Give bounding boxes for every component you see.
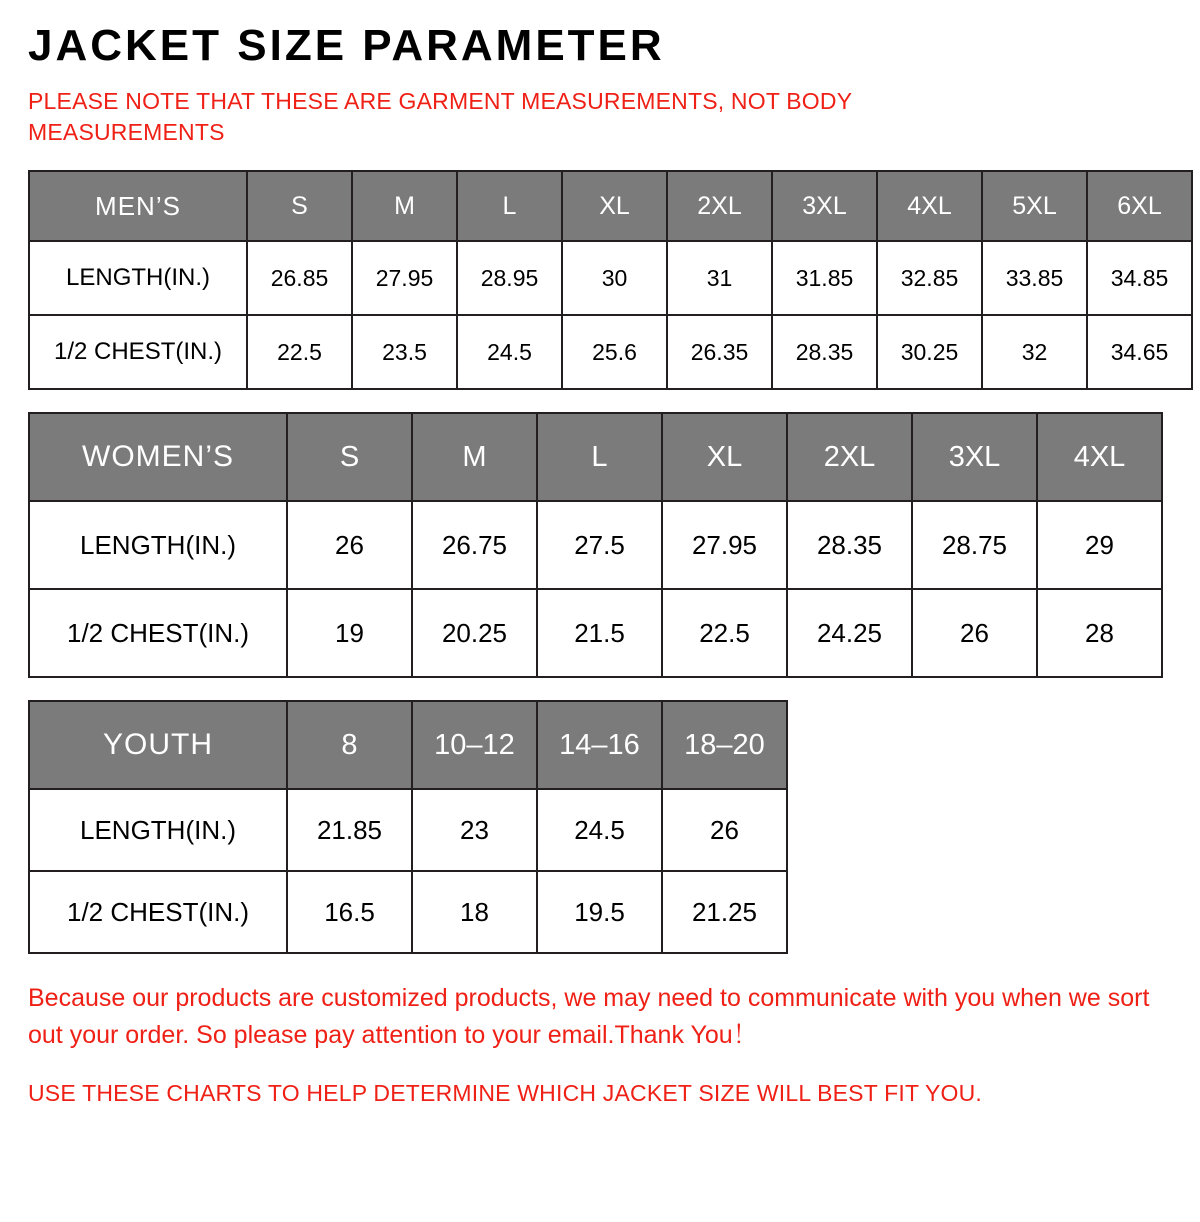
mens-length-m: 27.95 (352, 241, 457, 315)
womens-table-header (29, 413, 1162, 501)
womens-length-2xl: 28.35 (787, 501, 912, 589)
mens-chest-6xl: 34.65 (1087, 315, 1192, 389)
youth-length-10-12: 23 (412, 789, 537, 871)
womens-length-l: 27.5 (537, 501, 662, 589)
womens-chest-s: 19 (287, 589, 412, 677)
customization-note: Because our products are customized products, we may need to communicate with you when we sort out your order. So please pay attention to your email.Thank You！ (28, 984, 1150, 1049)
mens-size-header-6xl: 6XL (1087, 171, 1192, 241)
womens-chest-3xl: 26 (912, 589, 1037, 677)
footer-notes (28, 980, 1172, 1110)
womens-chest-l: 21.5 (537, 589, 662, 677)
youth-length-8: 21.85 (287, 789, 412, 871)
mens-length-6xl: 34.85 (1087, 241, 1192, 315)
mens-length-3xl: 31.85 (772, 241, 877, 315)
table-row (29, 589, 1162, 677)
table-row (29, 241, 1192, 315)
mens-size-header-4xl: 4XL (877, 171, 982, 241)
mens-size-header-2xl: 2XL (667, 171, 772, 241)
mens-chest-2xl: 26.35 (667, 315, 772, 389)
youth-length-14-16: 24.5 (537, 789, 662, 871)
youth-table-body (29, 789, 787, 953)
chart-usage-note: USE THESE CHARTS TO HELP DETERMINE WHICH JACKET SIZE WILL BEST FIT YOU. (28, 1079, 982, 1106)
womens-length-4xl: 29 (1037, 501, 1162, 589)
youth-size-table (28, 700, 788, 954)
womens-size-header-l: L (537, 413, 662, 501)
table-row (29, 871, 787, 953)
mens-size-header-3xl: 3XL (772, 171, 877, 241)
mens-chest-s: 22.5 (247, 315, 352, 389)
youth-size-header-14-16: 14–16 (537, 701, 662, 789)
womens-size-header-s: S (287, 413, 412, 501)
youth-size-header-8: 8 (287, 701, 412, 789)
youth-chest-18-20: 21.25 (662, 871, 787, 953)
womens-chest-m: 20.25 (412, 589, 537, 677)
mens-size-header-l: L (457, 171, 562, 241)
youth-chest-label: 1/2 CHEST(IN.) (29, 871, 287, 953)
womens-table-body (29, 501, 1162, 677)
table-row (29, 315, 1192, 389)
mens-size-header-xl: XL (562, 171, 667, 241)
mens-chest-l: 24.5 (457, 315, 562, 389)
table-header-row (29, 701, 787, 789)
table-header-row (29, 171, 1192, 241)
mens-table-body (29, 241, 1192, 389)
mens-length-2xl: 31 (667, 241, 772, 315)
womens-category-label: WOMEN’S (29, 413, 287, 501)
youth-length-18-20: 26 (662, 789, 787, 871)
youth-chest-8: 16.5 (287, 871, 412, 953)
mens-chest-m: 23.5 (352, 315, 457, 389)
womens-size-header-m: M (412, 413, 537, 501)
mens-length-4xl: 32.85 (877, 241, 982, 315)
mens-size-table (28, 170, 1193, 390)
womens-chest-label: 1/2 CHEST(IN.) (29, 589, 287, 677)
mens-length-xl: 30 (562, 241, 667, 315)
page-title: JACKET SIZE PARAMETER (28, 21, 665, 70)
womens-length-3xl: 28.75 (912, 501, 1037, 589)
table-row (29, 789, 787, 871)
garment-measurement-note: PLEASE NOTE THAT THESE ARE GARMENT MEASUREMENTS, NOT BODY MEASUREMENTS (28, 88, 852, 146)
table-row (29, 501, 1162, 589)
womens-size-header-4xl: 4XL (1037, 413, 1162, 501)
mens-length-label: LENGTH(IN.) (29, 241, 247, 315)
womens-size-table (28, 412, 1163, 678)
size-chart-page (0, 22, 1200, 1222)
mens-size-header-5xl: 5XL (982, 171, 1087, 241)
mens-chest-4xl: 30.25 (877, 315, 982, 389)
youth-chest-10-12: 18 (412, 871, 537, 953)
womens-size-header-3xl: 3XL (912, 413, 1037, 501)
mens-chest-3xl: 28.35 (772, 315, 877, 389)
mens-chest-label: 1/2 CHEST(IN.) (29, 315, 247, 389)
womens-length-label: LENGTH(IN.) (29, 501, 287, 589)
womens-length-m: 26.75 (412, 501, 537, 589)
youth-chest-14-16: 19.5 (537, 871, 662, 953)
mens-table-header (29, 171, 1192, 241)
womens-size-header-xl: XL (662, 413, 787, 501)
mens-chest-5xl: 32 (982, 315, 1087, 389)
mens-length-s: 26.85 (247, 241, 352, 315)
mens-length-5xl: 33.85 (982, 241, 1087, 315)
mens-category-label: MEN’S (29, 171, 247, 241)
youth-length-label: LENGTH(IN.) (29, 789, 287, 871)
womens-chest-2xl: 24.25 (787, 589, 912, 677)
youth-table-header (29, 701, 787, 789)
womens-size-header-2xl: 2XL (787, 413, 912, 501)
mens-size-header-m: M (352, 171, 457, 241)
youth-size-header-10-12: 10–12 (412, 701, 537, 789)
youth-size-header-18-20: 18–20 (662, 701, 787, 789)
womens-chest-xl: 22.5 (662, 589, 787, 677)
table-header-row (29, 413, 1162, 501)
youth-category-label: YOUTH (29, 701, 287, 789)
womens-length-s: 26 (287, 501, 412, 589)
womens-length-xl: 27.95 (662, 501, 787, 589)
mens-length-l: 28.95 (457, 241, 562, 315)
mens-size-header-s: S (247, 171, 352, 241)
mens-chest-xl: 25.6 (562, 315, 667, 389)
womens-chest-4xl: 28 (1037, 589, 1162, 677)
